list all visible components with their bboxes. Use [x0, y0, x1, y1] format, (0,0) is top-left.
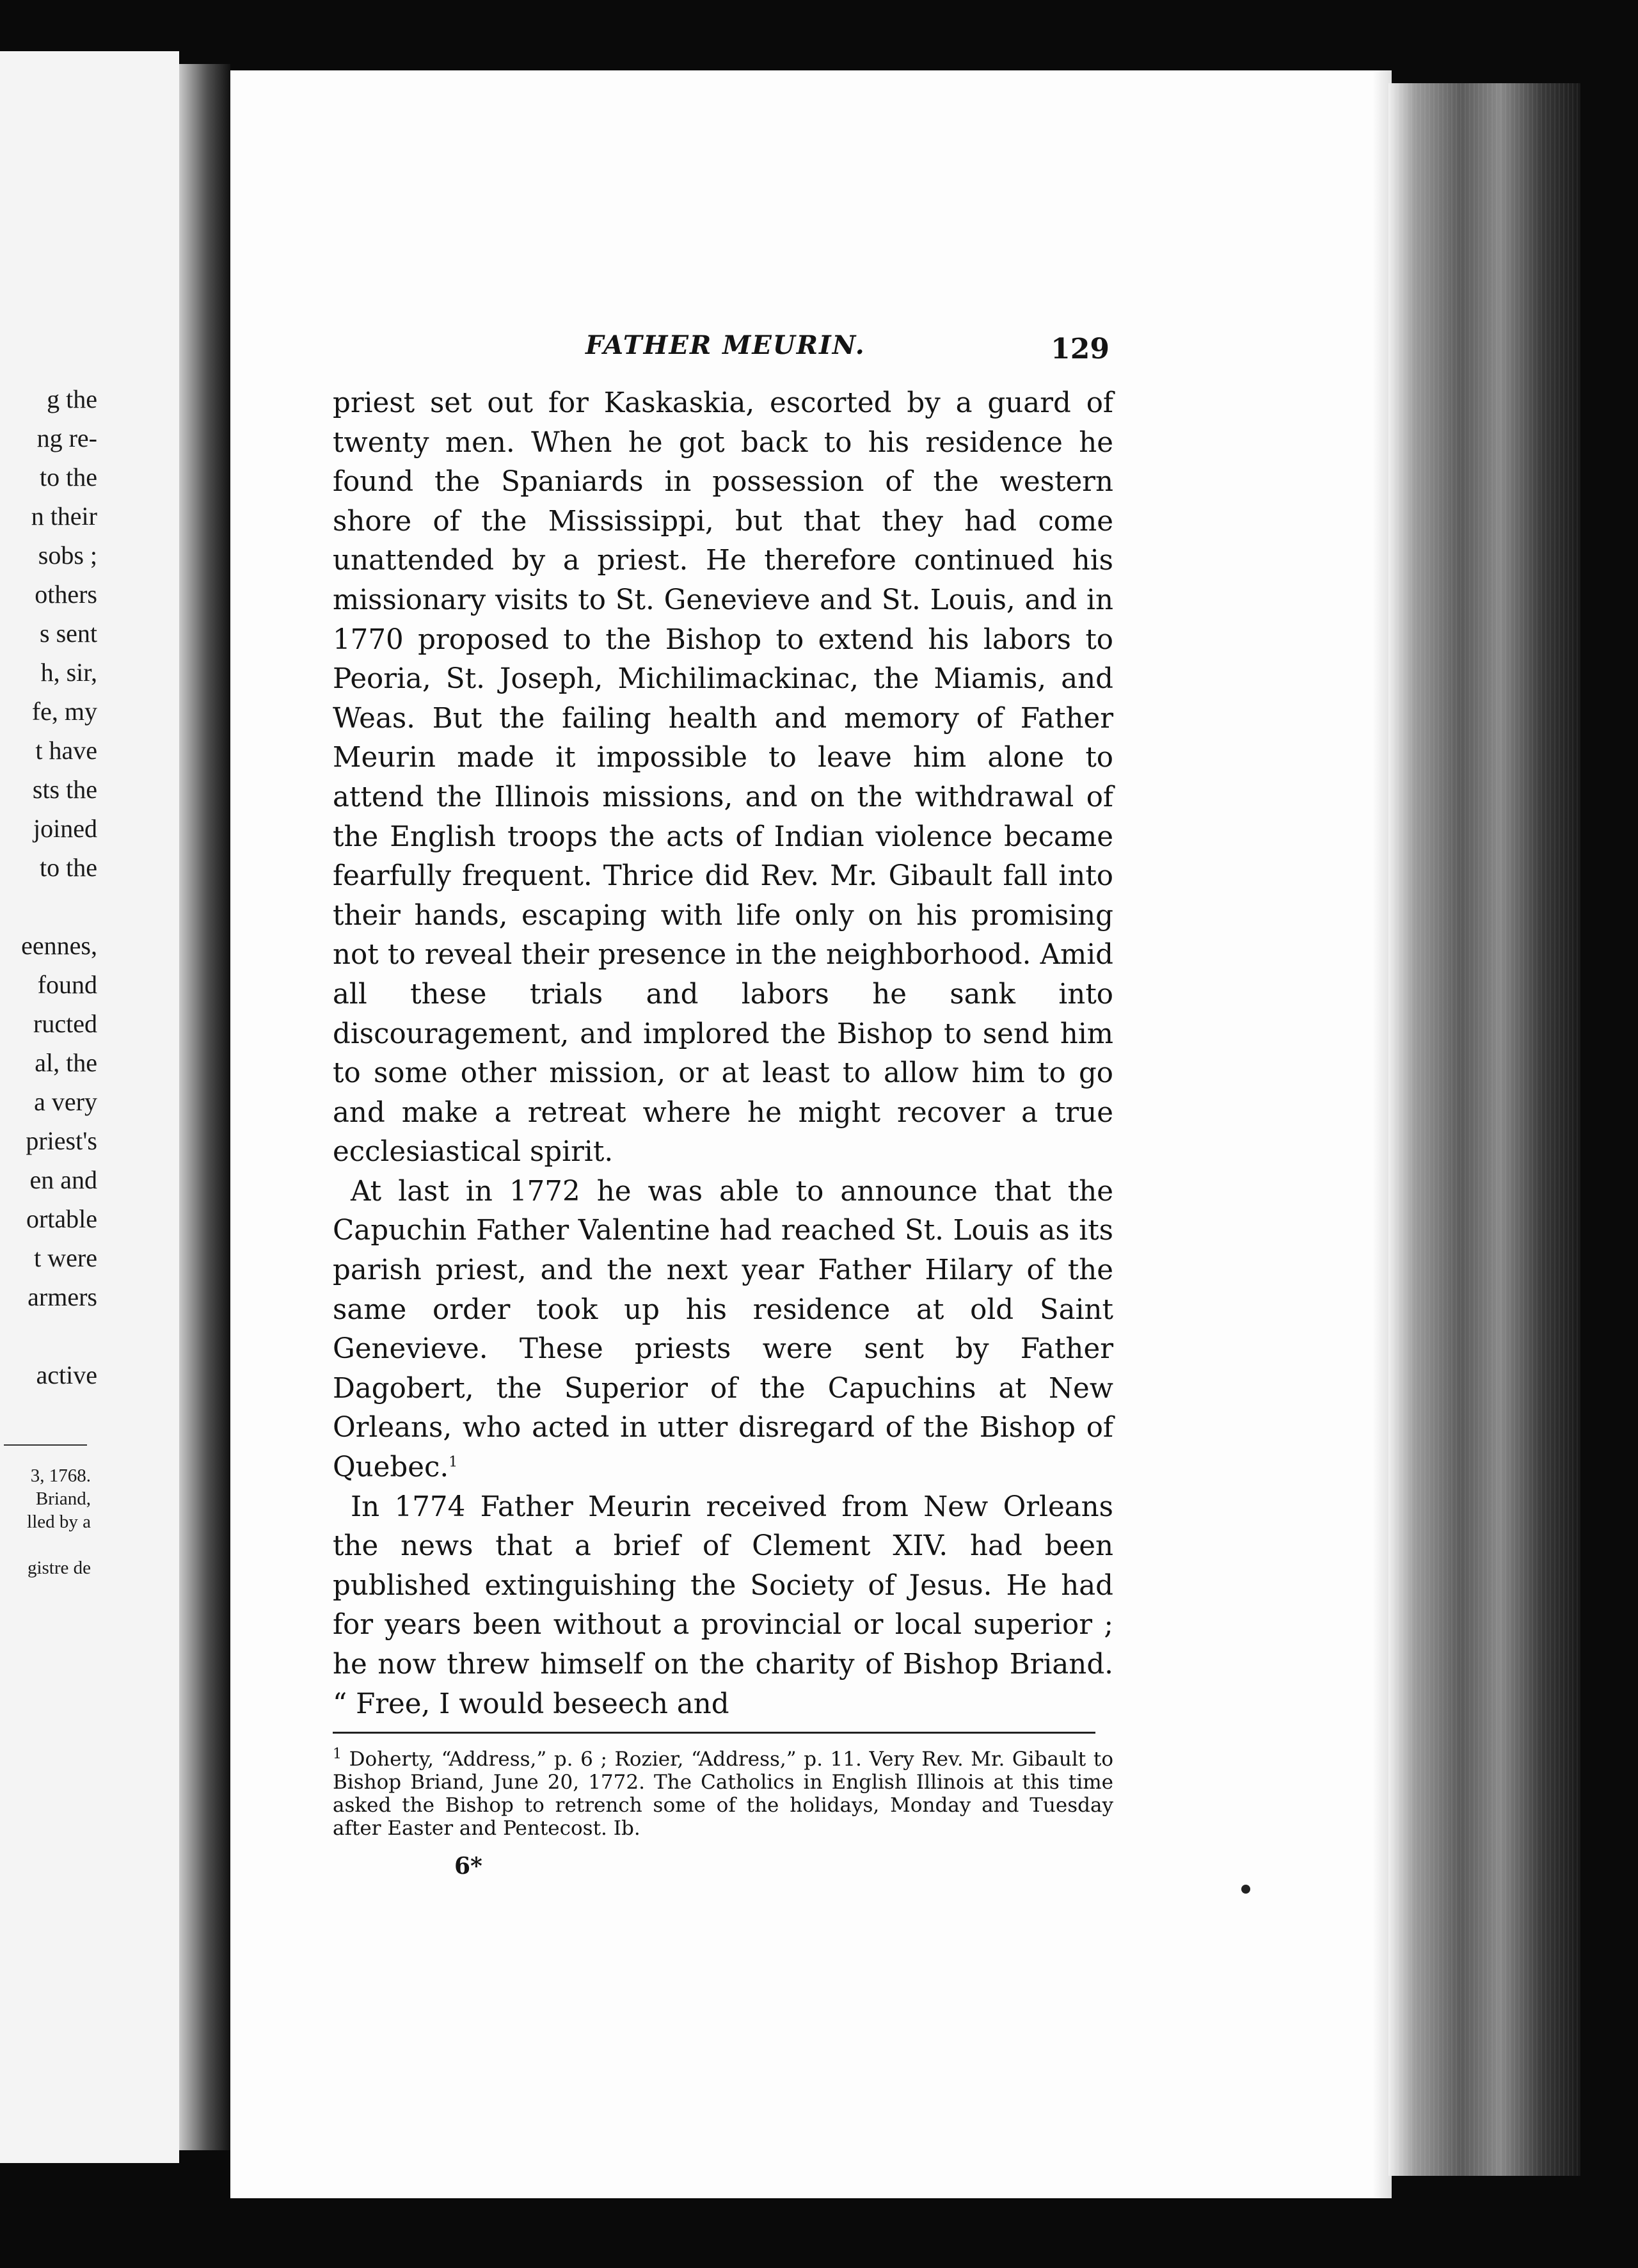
previous-page-line: s sent [40, 619, 97, 648]
page-text-block [333, 330, 1113, 1880]
previous-page-line: fe, my [31, 697, 97, 726]
paragraph [333, 1172, 1113, 1488]
previous-page-line: en and [29, 1165, 97, 1194]
footnote [333, 1748, 1113, 1840]
previous-page-line: to the [40, 463, 97, 491]
scan-speck [1241, 1885, 1250, 1894]
previous-page-line: sobs ; [38, 541, 97, 570]
book-gutter [179, 64, 230, 2150]
previous-page-line: ructed [33, 1009, 97, 1038]
previous-page-line: armers [28, 1282, 97, 1311]
previous-page-line: t have [35, 736, 97, 765]
previous-page-line: a very [34, 1087, 97, 1116]
previous-page-line: sts the [32, 775, 97, 804]
previous-page-line: n their [31, 502, 97, 531]
footnote-rule [333, 1732, 1095, 1734]
previous-page-edge [0, 51, 179, 2163]
signature-mark: 6* [454, 1853, 482, 1880]
paragraph: In 1774 Father Meurin received from New Orleans the news that a brief of Clement XIV. had been published extinguishing the Society of Jesus. He had for years been without a provincial or local superior ; he now threw himself on the charity of Bishop Briand. “ Free, I would beseech and [333, 1490, 1113, 1720]
footnote-text: Doherty, “Address,” p. 6 ; Rozier, “Address,” p. 11. Very Rev. Mr. Gibault to Bishop Briand, June 20, 1772. The Catholics in English Illinois at this time asked the Bishop to retrench some of the holidays, Monday and Tuesday after Easter and Pentecost. Ib. [333, 1748, 1113, 1841]
previous-page-line: ng re- [36, 424, 97, 452]
footnote-reference: 1 [449, 1454, 458, 1471]
previous-page-line: active [36, 1361, 97, 1389]
previous-page-line: joined [33, 814, 97, 843]
previous-page-note-line: 3, 1768. [30, 1465, 91, 1486]
previous-page-note-line: gistre de [27, 1558, 91, 1578]
previous-page-line: to the [40, 853, 97, 882]
running-head: FATHER MEURIN. [585, 330, 866, 360]
body-text [333, 384, 1113, 1724]
previous-page-footnote-rule [4, 1444, 87, 1446]
previous-page-line: priest's [26, 1126, 97, 1155]
previous-page-line: g the [47, 385, 97, 413]
previous-page-note-line: Briand, [35, 1489, 91, 1509]
footnote-marker: 1 [333, 1746, 342, 1762]
page-header [333, 330, 1113, 384]
previous-page-line: al, the [35, 1048, 97, 1077]
previous-page-line: found [37, 970, 97, 999]
previous-page-line: others [35, 580, 97, 609]
previous-page-line: ortable [26, 1204, 97, 1233]
paragraph: priest set out for Kaskaskia, escorted by a guard of twenty men. When he got back to his residence he found the Spaniards in possession of the western shore of the Mississippi, but that they had come unattended by a priest. He therefore continued his missionary visits to St. Genevieve and St. Louis, and in 1770 proposed to the Bishop to extend his labors to Peoria, St. Joseph, Michilimackinac, the Miamis, and Weas. But the failing health and memory of Father Meurin made it impossible to leave him alone to attend the Illinois missions, and on the withdrawal of the English troops the acts of Indian violence became fearfully frequent. Thrice did Rev. Mr. Gibault fall into their hands, escaping with life only on his promising not to reveal their presence in the neighborhood. Amid all these trials and labors he sank into discouragement, and implored the Bishop to send him to some other mission, or at least to allow him to go and make a retreat where he might recover a true ecclesiastical spirit. [333, 387, 1113, 1169]
paragraph-text: At last in 1772 he was able to announce that the Capuchin Father Valentine had reached St. Louis as its parish priest, and the next year Father Hilary of the same order took up his residence at old Saint Genevieve. These priests were sent by Father Dagobert, the Superior of the Capuchins at New Orleans, who acted in utter disregard of the Bishop of Quebec. [333, 1175, 1113, 1484]
previous-page-line: h, sir, [40, 658, 97, 687]
page-number: 129 [1051, 333, 1109, 365]
previous-page-note-line: lled by a [27, 1512, 91, 1532]
previous-page-line: t were [34, 1243, 97, 1272]
page-stack-edge [1388, 83, 1580, 2176]
previous-page-line: eennes, [21, 931, 97, 960]
